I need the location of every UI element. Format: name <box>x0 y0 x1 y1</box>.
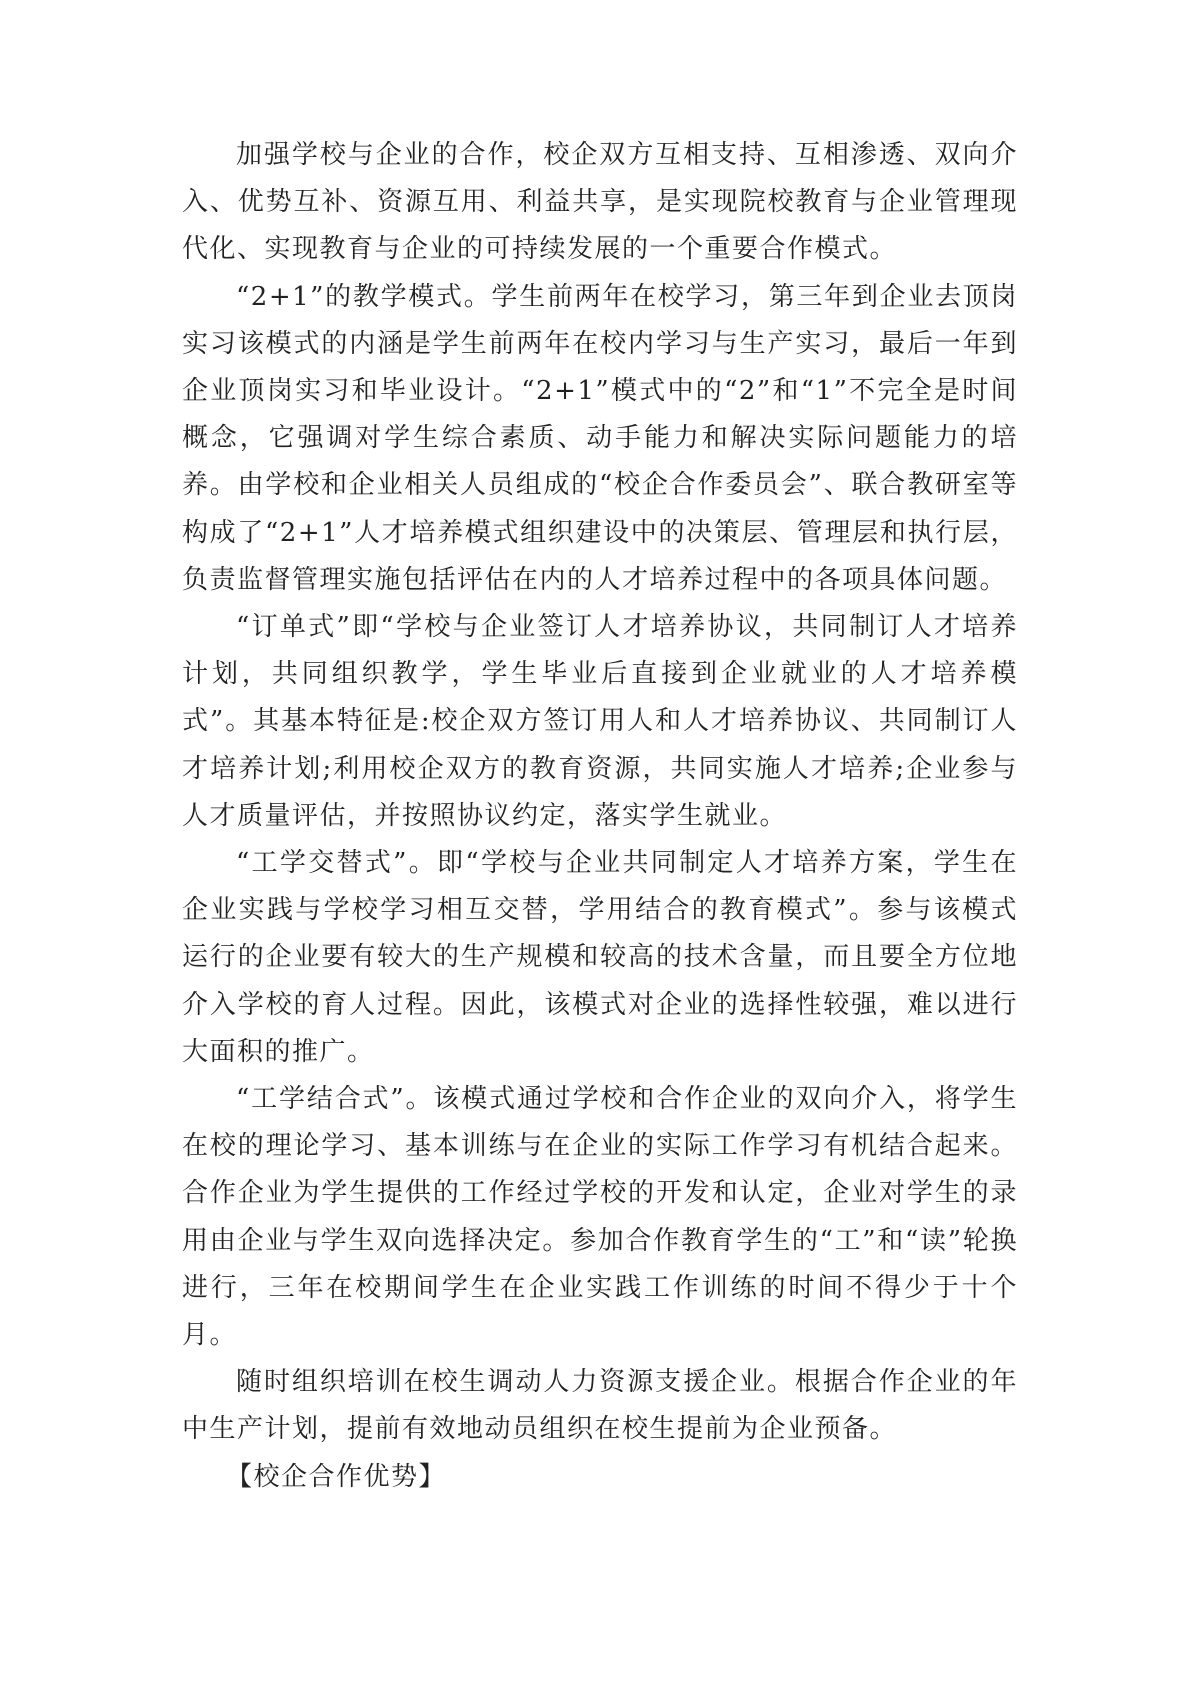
paragraph-2plus1-model: “2+1”的教学模式。学生前两年在校学习，第三年到企业去顶岗实习该模式的内涵是学生前两年在校内学习与生产实习，最后一年到企业顶岗实习和毕业设计。“2+1”模式中的“2”和“1”不完全是时间概念，它强调对学生综合素质、动手能力和解决实际问题能力的培养。由学校和企业相关人员组成的“校企合作委员会”、联合教研室等构成了“2+1”人才培养模式组织建设中的决策层、管理层和执行层，负责监督管理实施包括评估在内的人才培养过程中的各项具体问题。 <box>182 281 1018 595</box>
paragraph-order-model: “订单式”即“学校与企业签订人才培养协议，共同制订人才培养计划，共同组织教学，学生毕业后直接到企业就业的人才培养模式”。其基本特征是:校企双方签订用人和人才培养协议、共同制订人才培养计划;利用校企双方的教育资源，共同实施人才培养;企业参与人才质量评估，并按照协议约定，落实学生就业。 <box>182 612 1018 831</box>
paragraph-training-support: 随时组织培训在校生调动人力资源支援企业。根据合作企业的年中生产计划，提前有效地动员组织在校生提前为企业预备。 <box>182 1367 1018 1445</box>
paragraph-intro: 加强学校与企业的合作，校企双方互相支持、互相渗透、双向介入、优势互补、资源互用、利益共享，是实现院校教育与企业管理现代化、实现教育与企业的可持续发展的一个重要合作模式。 <box>182 140 1018 265</box>
document-body <box>182 132 1018 1501</box>
section-heading: 【校企合作优势】 <box>226 1461 447 1492</box>
paragraph-work-study-combined: “工学结合式”。该模式通过学校和合作企业的双向介入，将学生在校的理论学习、基本训练与在企业的实际工作学习有机结合起来。合作企业为学生提供的工作经过学校的开发和认定，企业对学生的录用由企业与学生双向选择决定。参加合作教育学生的“工”和“读”轮换进行，三年在校期间学生在企业实践工作训练的时间不得少于十个月。 <box>182 1084 1018 1351</box>
paragraph-work-study-alternating: “工学交替式”。即“学校与企业共同制定人才培养方案，学生在企业实践与学校学习相互交替，学用结合的教育模式”。参与该模式运行的企业要有较大的生产规模和较高的技术含量，而且要全方位地介入学校的育人过程。因此，该模式对企业的选择性较强，难以进行大面积的推广。 <box>182 848 1018 1067</box>
